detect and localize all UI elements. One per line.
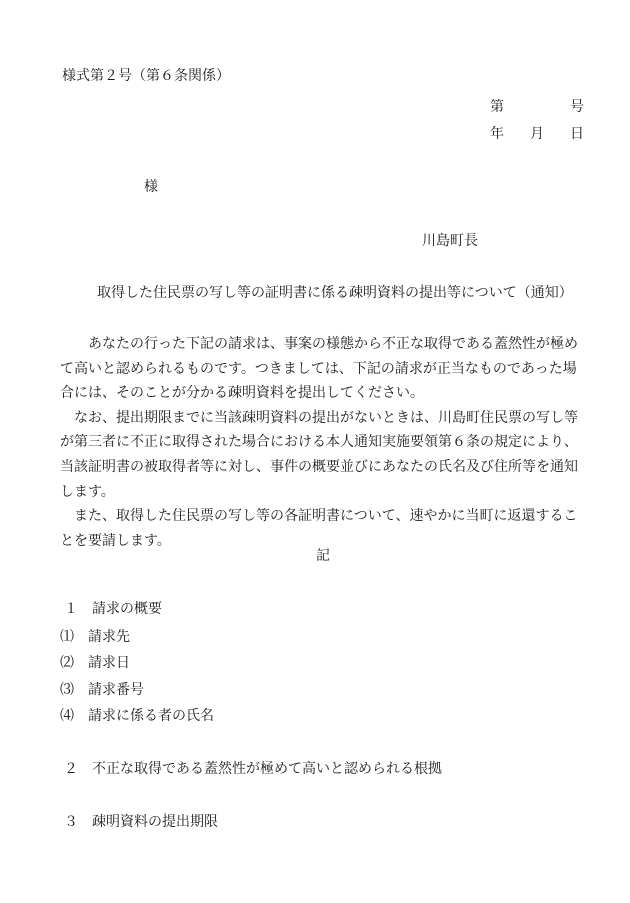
body-paragraph-2: なお、提出期限までに当該疎明資料の提出がないときは、川島町住民票の写し等が第三者に不正に取得された場合における本人通知実施要領第６条の規定により、当該証明書の被取得者等に対し、事件の概要並びにあなたの氏名及び住所等を通知します。 bbox=[60, 409, 578, 500]
doc-number-suffix: 号 bbox=[570, 99, 584, 115]
section-label: 不正な取得である蓋然性が極めて高いと認められる根拠 bbox=[92, 761, 442, 777]
section-number: ３ bbox=[64, 814, 78, 830]
sub-item-4 bbox=[60, 709, 214, 723]
sub-item-3 bbox=[60, 683, 144, 697]
body-paragraph-3: また、取得した住民票の写し等の各証明書について、速やかに当町に返還することを要請します。 bbox=[60, 508, 578, 549]
sub-item-number: ⑷ bbox=[60, 708, 74, 724]
section-number: ２ bbox=[64, 761, 78, 777]
date-year: 年 bbox=[490, 126, 504, 142]
section-1 bbox=[64, 602, 162, 616]
section-3 bbox=[64, 815, 218, 829]
section-label: 請求の概要 bbox=[92, 601, 162, 617]
section-number: １ bbox=[64, 601, 78, 617]
ki-heading: 記 bbox=[316, 548, 330, 564]
sub-item-number: ⑵ bbox=[60, 655, 74, 671]
date-day: 日 bbox=[570, 126, 584, 142]
addressee-suffix: 様 bbox=[144, 179, 158, 195]
sender-name: 川島町長 bbox=[422, 233, 478, 249]
doc-number-prefix: 第 bbox=[490, 99, 504, 115]
sub-item-label: 請求先 bbox=[88, 629, 130, 645]
date-month: 月 bbox=[530, 126, 544, 142]
sub-item-1 bbox=[60, 630, 130, 644]
document-title: 取得した住民票の写し等の証明書に係る疎明資料の提出等について（通知） bbox=[97, 285, 573, 301]
section-label: 疎明資料の提出期限 bbox=[92, 814, 218, 830]
body-text bbox=[60, 332, 590, 553]
body-paragraph-1: あなたの行った下記の請求は、事案の様態から不正な取得である蓋然性が極めて高いと認められるものです。つきましては、下記の請求が正当なものであった場合には、そのことが分かる疎明資料を提出してください。 bbox=[60, 336, 578, 402]
sub-item-label: 請求に係る者の氏名 bbox=[88, 708, 214, 724]
sub-item-label: 請求番号 bbox=[88, 682, 144, 698]
sub-item-2 bbox=[60, 656, 130, 670]
sub-item-number: ⑴ bbox=[60, 629, 74, 645]
form-label: 様式第２号（第６条関係） bbox=[62, 68, 230, 84]
sub-item-number: ⑶ bbox=[60, 682, 74, 698]
section-2 bbox=[64, 762, 442, 776]
sub-item-label: 請求日 bbox=[88, 655, 130, 671]
